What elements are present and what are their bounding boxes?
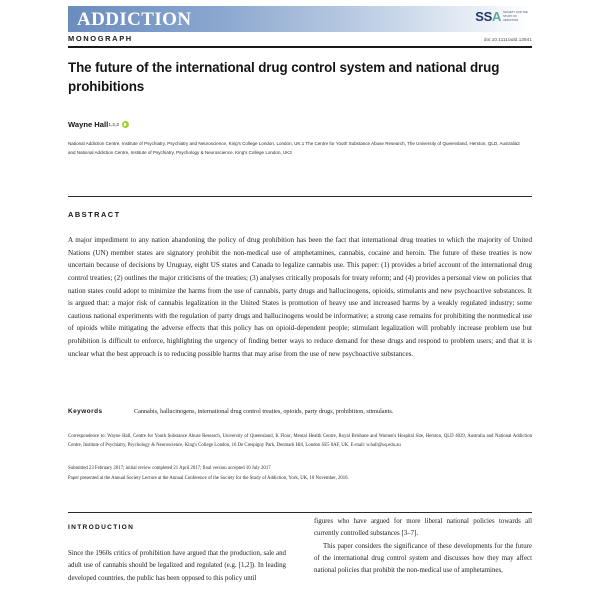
ssa-logo-ss: SS	[475, 9, 492, 24]
presentation-note: Paper presented at the Annual Society Lecture at the Annual Conference of the Society for the Study of Addiction, York, UK, 10 November, 2016.	[68, 475, 349, 481]
correspondence-text: Correspondence to: Wayne Hall, Centre for Youth Substance Abuse Research, University of Queensland, K Floor, Mental Health Centre, Royal Brisbane and Women's Hospital Site, Herston, QLD 4029, Australia and National Addiction Centre, Institute of Psychiatry, Psychology & Neuroscience, King's College London, 16 De Crespigny Park, Denmark Hill, London SE5 8AF, UK. E-mail: w.hall@uq.edu.au	[68, 434, 532, 449]
body-divider	[68, 512, 532, 513]
keywords-row	[68, 408, 532, 415]
section-label: MONOGRAPH	[68, 34, 133, 43]
masthead-rule	[68, 46, 532, 48]
doi-text[interactable]: doi:10.1111/add.13941	[483, 37, 532, 42]
journal-masthead	[68, 6, 532, 32]
author-name: Wayne Hall	[68, 120, 109, 129]
ssa-logo-word-2: STUDY OF	[503, 15, 517, 18]
keywords-label: Keywords	[68, 408, 103, 415]
ssa-logo-word-3: ADDICTION	[503, 19, 519, 22]
introduction-heading: INTRODUCTION	[68, 524, 135, 531]
body-paragraph: This paper considers the significance of these developments for the future of the international drug control system and discusses how they may affect national policies that prohibit the non-medical use of amphetamines,	[314, 542, 532, 575]
ssa-logo-mark	[475, 10, 501, 23]
ssa-logo	[475, 10, 528, 23]
section-doi-row	[68, 34, 532, 43]
ssa-logo-word-1: SOCIETY FOR THE	[503, 11, 528, 14]
keywords-value: Cannabis, hallucinogens, international drug control treaties, opioids, party drugs, prohibition, stimulants.	[134, 408, 394, 415]
author-block	[68, 120, 129, 129]
ssa-logo-wordmark	[503, 11, 528, 22]
abstract-divider	[68, 196, 532, 197]
abstract-heading: ABSTRACT	[68, 210, 121, 219]
page-title: The future of the international drug control system and national drug prohibitions	[68, 60, 500, 95]
body-column-right	[314, 516, 532, 577]
body-column-left	[68, 548, 286, 585]
submission-dates: Submitted 23 February 2017; initial review completed 21 April 2017; final version accepted 10 July 2017	[68, 466, 271, 471]
journal-title: ADDICTION	[77, 8, 192, 30]
ssa-logo-a: A	[492, 9, 502, 24]
orcid-icon[interactable]	[122, 121, 129, 128]
publication-dates	[68, 464, 532, 483]
abstract-text: A major impediment to any nation abandoning the policy of drug prohibition has been the fact that international drug treaties to which the majority of United Nations (UN) member states are signatory prohibit the non-medical use of amphetamines, cannabis, cocaine and heroin. The future of these treaties is now uncertain because of decisions by Uruguay, eight US states and Canada to legalize cannabis use. This paper: (1) provides a brief account of the international drug control treaties; (2) outlines the major criticisms of the treaties; (3) analyses critically proposals for treaty reform; and (4) provides a personal view on policies that nation states could adopt to minimize the harms from the use of cannabis, party drugs and hallucinogens, opioids, stimulants and new psychoactive substances. It is argued that: a major risk of cannabis legalization in the United States is promotion of heavy use and increased harms by a weakly regulated industry; some cautious national experiments with the regulation of party drugs and hallucinogens would be informative; a strong case remains for prohibiting the nonmedical use of opioids while mitigating the adverse effects that this policy has on opioid-dependent people; stimulant legalization will probably increase problem use but prohibition is difficult to enforce, highlighting the urgency of finding better ways to reduce demand for these drugs and respond to problem users; and that it is unclear what the best approach is to reducing possible harms that may arise from the use of new psychoactive substances.	[68, 236, 532, 358]
author-affiliations: National Addiction Centre, Institute of Psychiatry, Psychiatry and Neuroscience, King's College London, London, UK,1 The Centre for Youth Substance Abuse Research, The University of Queensland, Herston, QLD, Australia2 and National Addiction Centre, Institute of Psychiatry, Psychology & Neuroscience, King's College London, UK3	[68, 141, 520, 155]
body-paragraph: figures who have argued for more liberal national policies towards all currently controlled substances [3–7].	[314, 518, 532, 538]
body-paragraph: Since the 1960s critics of prohibition have argued that the production, sale and adult use of cannabis should be legalized and regulated (e.g. [1,2]). In leading developed countries, the public has been opposed to this policy until	[68, 550, 286, 582]
author-affiliation-marks: 1,2,3	[108, 122, 119, 127]
